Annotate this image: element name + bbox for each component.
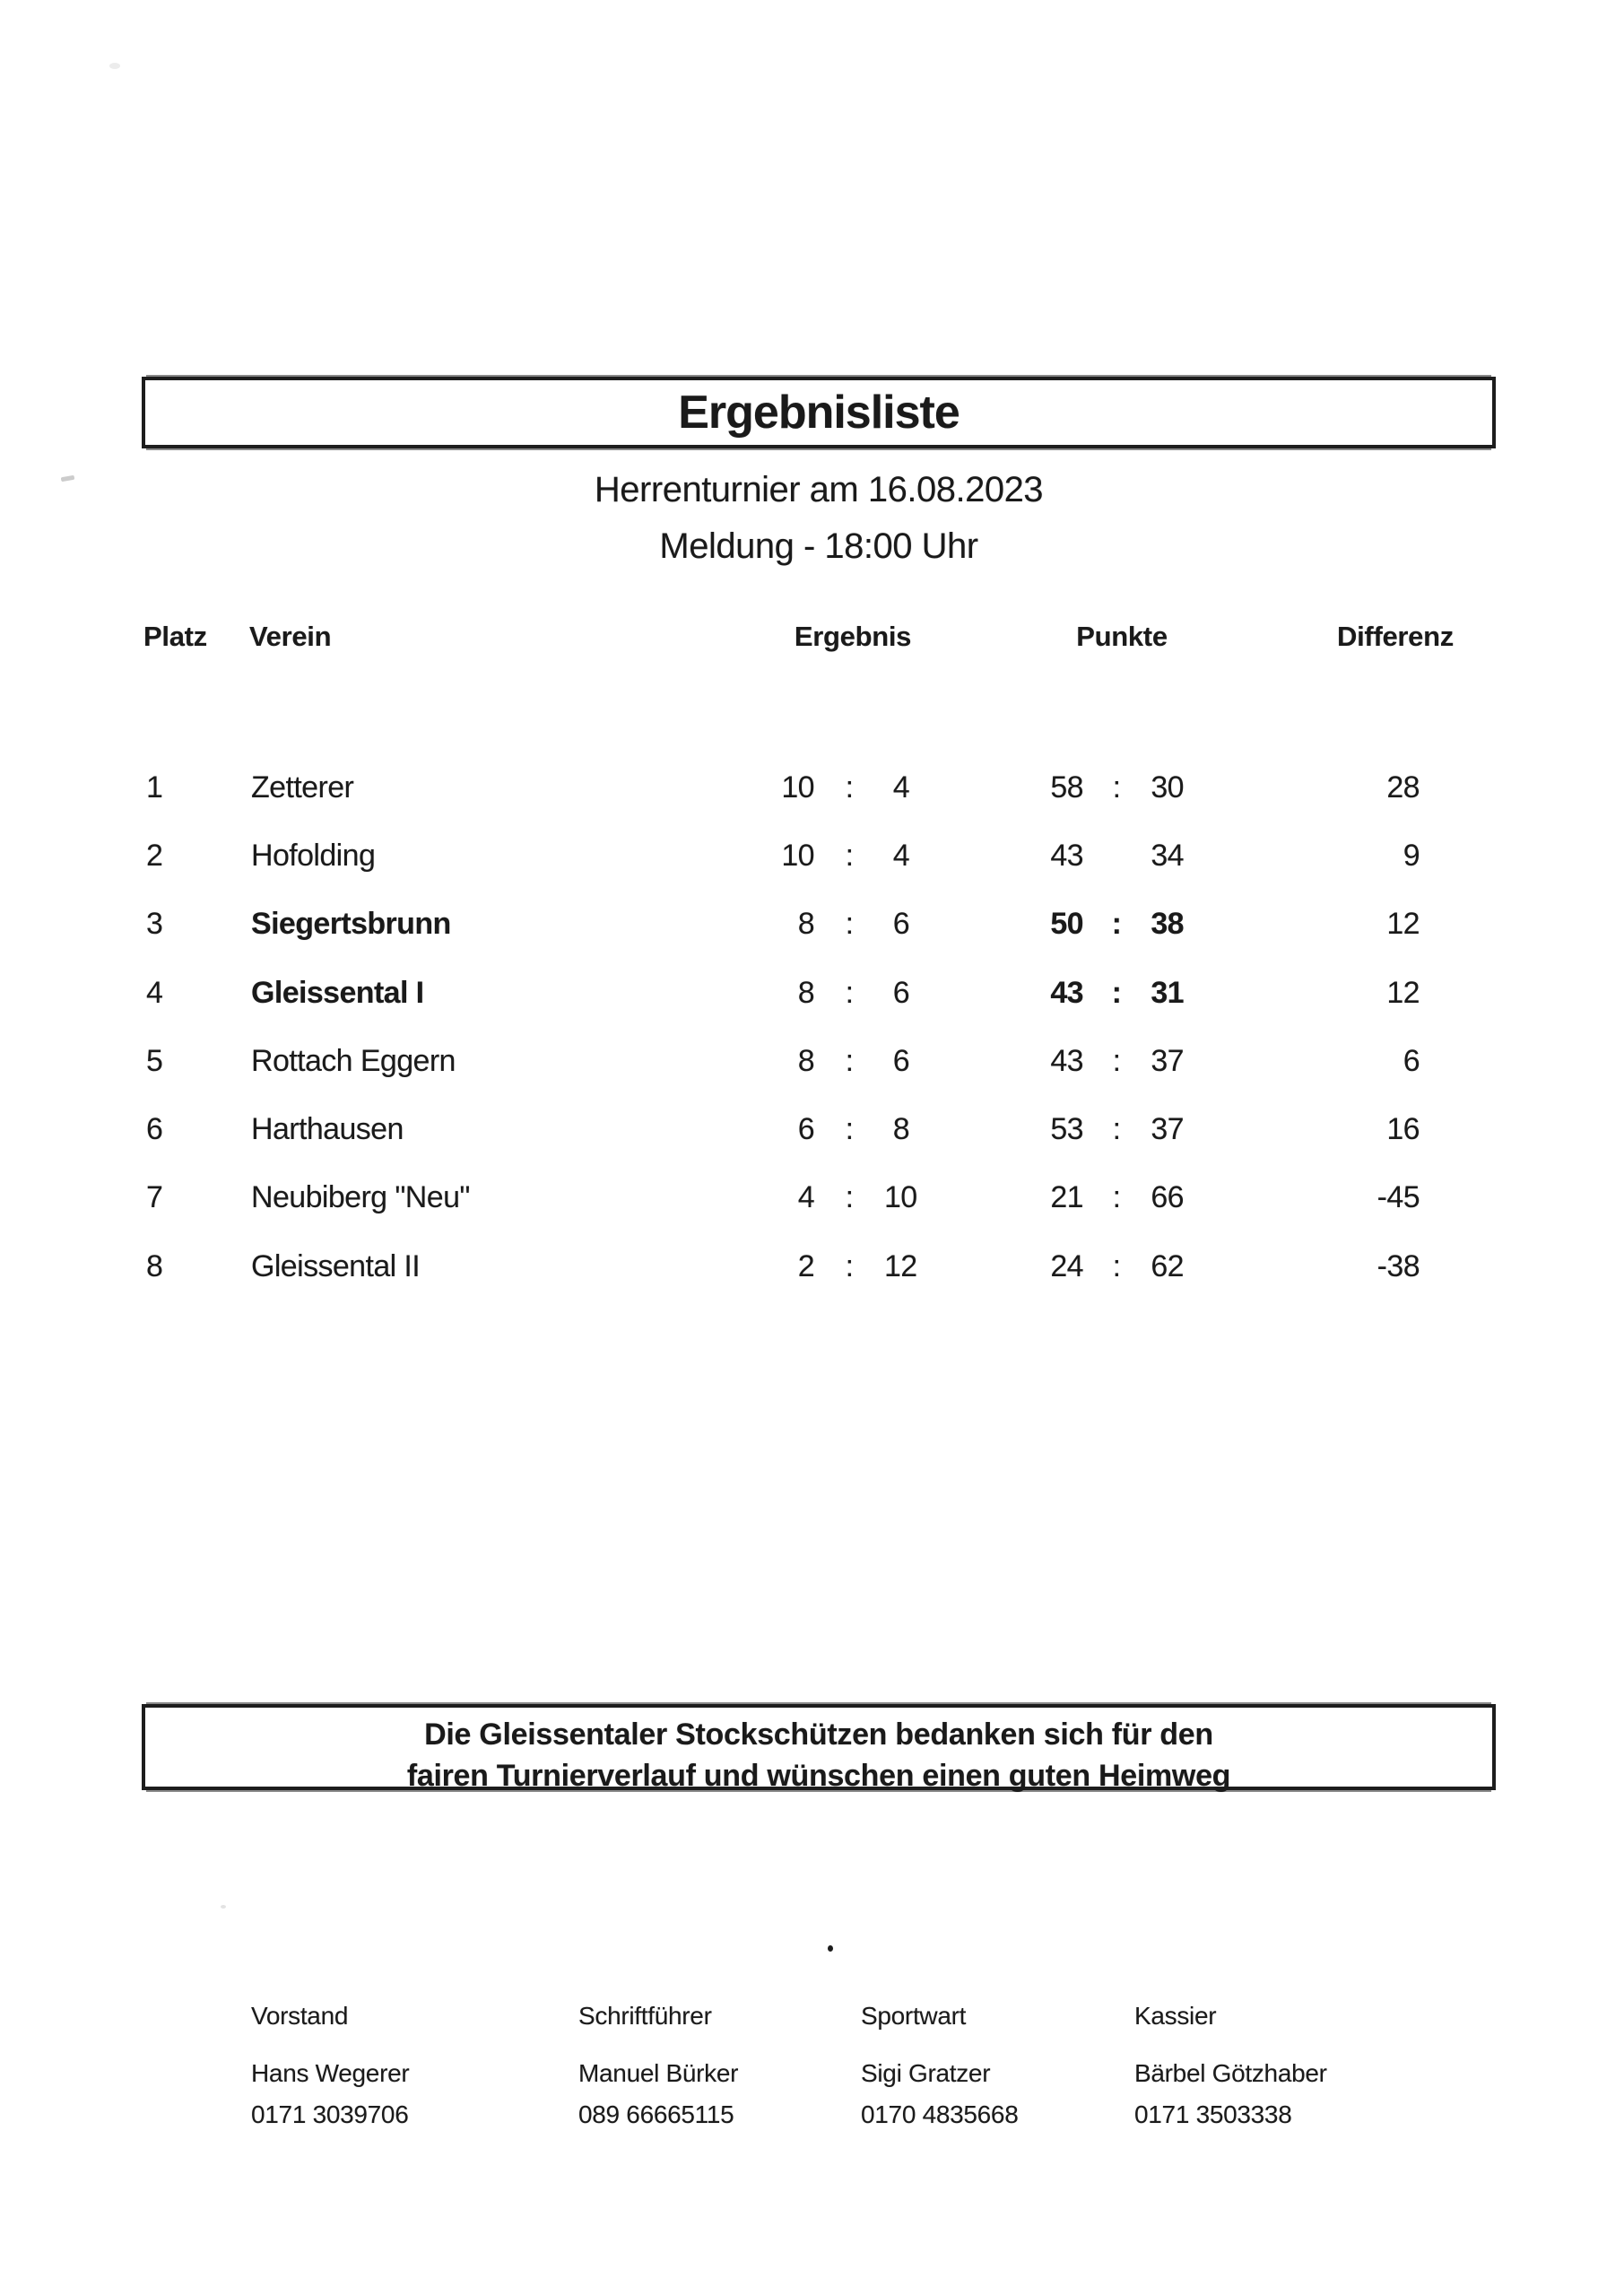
scan-speck-dot xyxy=(828,1945,833,1952)
cell-punkte-separator: : xyxy=(1112,1043,1121,1078)
cell-verein: Neubiberg "Neu" xyxy=(251,1180,470,1215)
cell-differenz: 12 xyxy=(1386,907,1420,942)
header-differenz: Differenz xyxy=(1337,621,1454,652)
cell-verein: Gleissental II xyxy=(251,1248,421,1283)
cell-punkte-right: 34 xyxy=(1151,838,1184,873)
table-row xyxy=(142,1232,1420,1300)
cell-differenz: 6 xyxy=(1403,1043,1420,1078)
contact-name: Manuel Bürker xyxy=(578,2059,739,2087)
cell-punkte-left: 24 xyxy=(1050,1248,1083,1283)
cell-ergebnis-left: 4 xyxy=(797,1180,814,1215)
title-box xyxy=(142,377,1496,448)
cell-punkte-separator: : xyxy=(1112,770,1121,804)
cell-ergebnis-right: 8 xyxy=(892,1112,909,1147)
cell-ergebnis-separator: : xyxy=(845,1248,854,1283)
cell-ergebnis-right: 12 xyxy=(884,1248,917,1283)
cell-ergebnis-separator: : xyxy=(845,1043,854,1078)
thanks-line2: fairen Turnierverlauf und wünschen einen guten Heimweg xyxy=(406,1759,1231,1793)
scan-speck xyxy=(109,63,120,69)
cell-verein: Siegertsbrunn xyxy=(251,907,451,942)
cell-punkte-left: 43 xyxy=(1050,975,1083,1010)
cell-verein: Rottach Eggern xyxy=(251,1043,456,1078)
header-verein: Verein xyxy=(249,621,332,652)
thanks-box xyxy=(142,1704,1496,1793)
table-row xyxy=(142,1164,1420,1232)
cell-ergebnis-right: 4 xyxy=(892,838,909,873)
table-row xyxy=(142,753,1420,822)
table-row xyxy=(142,822,1420,890)
cell-punkte-right: 37 xyxy=(1151,1043,1184,1078)
cell-punkte-separator: : xyxy=(1111,975,1122,1010)
contact-role: Schriftführer xyxy=(578,2002,712,2030)
cell-platz: 8 xyxy=(146,1248,163,1283)
cell-punkte-separator: : xyxy=(1112,1112,1121,1147)
cell-platz: 1 xyxy=(146,770,163,804)
header-ergebnis: Ergebnis xyxy=(794,621,912,652)
cell-differenz: -38 xyxy=(1376,1248,1420,1283)
contact-phone: 0170 4835668 xyxy=(861,2100,1019,2128)
cell-ergebnis-separator: : xyxy=(845,1112,854,1147)
contact-name: Bärbel Götzhaber xyxy=(1134,2059,1327,2087)
contact-name: Sigi Gratzer xyxy=(861,2059,991,2087)
cell-punkte-left: 50 xyxy=(1050,907,1083,942)
cell-platz: 7 xyxy=(146,1180,163,1215)
cell-ergebnis-separator: : xyxy=(845,770,854,804)
contact-phone: 089 66665115 xyxy=(578,2100,734,2128)
cell-punkte-right: 62 xyxy=(1151,1248,1184,1283)
cell-platz: 6 xyxy=(146,1112,163,1147)
thanks-line1: Die Gleissentaler Stockschützen bedanken sich für den xyxy=(424,1718,1213,1752)
cell-verein: Hofolding xyxy=(251,838,376,873)
cell-ergebnis-left: 8 xyxy=(797,975,814,1010)
cell-ergebnis-left: 6 xyxy=(797,1112,814,1147)
contact-name: Hans Wegerer xyxy=(251,2059,410,2087)
cell-punkte-right: 66 xyxy=(1151,1180,1184,1215)
contact-role: Vorstand xyxy=(251,2002,349,2030)
cell-platz: 2 xyxy=(146,838,163,873)
cell-ergebnis-left: 8 xyxy=(797,907,814,942)
scan-speck xyxy=(221,1905,226,1909)
contacts-footer xyxy=(0,2002,1624,2181)
cell-punkte-separator: : xyxy=(1111,907,1122,942)
cell-punkte-left: 58 xyxy=(1050,770,1083,804)
cell-punkte-separator: : xyxy=(1112,1180,1121,1215)
cell-ergebnis-left: 8 xyxy=(797,1043,814,1078)
contact-role: Kassier xyxy=(1134,2002,1217,2030)
contact-phone: 0171 3503338 xyxy=(1134,2100,1292,2128)
cell-platz: 4 xyxy=(146,975,163,1010)
scan-speck-dash xyxy=(61,475,75,483)
cell-verein: Harthausen xyxy=(251,1112,404,1147)
cell-ergebnis-left: 10 xyxy=(781,838,814,873)
cell-ergebnis-right: 6 xyxy=(892,975,909,1010)
cell-verein: Zetterer xyxy=(251,770,354,804)
cell-punkte-left: 43 xyxy=(1050,1043,1083,1078)
page-title: Ergebnisliste xyxy=(678,387,960,439)
table-row xyxy=(142,959,1420,1027)
header-platz: Platz xyxy=(143,621,207,652)
cell-ergebnis-separator: : xyxy=(845,1180,854,1215)
cell-punkte-right: 38 xyxy=(1151,907,1184,942)
cell-ergebnis-left: 2 xyxy=(797,1248,814,1283)
cell-ergebnis-separator: : xyxy=(845,975,854,1010)
cell-differenz: 28 xyxy=(1386,770,1420,804)
cell-differenz: 16 xyxy=(1386,1112,1420,1147)
cell-ergebnis-right: 6 xyxy=(892,1043,909,1078)
table-row xyxy=(142,1027,1420,1095)
cell-platz: 5 xyxy=(146,1043,163,1078)
cell-ergebnis-right: 4 xyxy=(892,770,909,804)
cell-punkte-left: 21 xyxy=(1050,1180,1083,1215)
cell-punkte-left: 43 xyxy=(1050,838,1083,873)
cell-ergebnis-right: 10 xyxy=(884,1180,917,1215)
subtitle-event: Herrenturnier am 16.08.2023 xyxy=(594,470,1044,509)
cell-ergebnis-right: 6 xyxy=(892,907,909,942)
cell-verein: Gleissental I xyxy=(251,975,424,1010)
table-row xyxy=(142,891,1420,959)
table-row xyxy=(142,1095,1420,1163)
cell-punkte-right: 31 xyxy=(1151,975,1184,1010)
results-table xyxy=(142,753,1420,1300)
cell-punkte-right: 30 xyxy=(1151,770,1184,804)
cell-punkte-left: 53 xyxy=(1050,1112,1083,1147)
cell-differenz: 12 xyxy=(1386,975,1420,1010)
cell-ergebnis-left: 10 xyxy=(781,770,814,804)
cell-ergebnis-separator: : xyxy=(845,907,854,942)
cell-ergebnis-separator: : xyxy=(845,838,854,873)
cell-punkte-right: 37 xyxy=(1151,1112,1184,1147)
contact-phone: 0171 3039706 xyxy=(251,2100,409,2128)
cell-platz: 3 xyxy=(146,907,163,942)
cell-differenz: -45 xyxy=(1376,1180,1420,1215)
contact-role: Sportwart xyxy=(861,2002,967,2030)
cell-punkte-separator: : xyxy=(1112,1248,1121,1283)
cell-differenz: 9 xyxy=(1403,838,1420,873)
subtitle-report-time: Meldung - 18:00 Uhr xyxy=(659,526,978,566)
header-punkte: Punkte xyxy=(1076,621,1168,652)
